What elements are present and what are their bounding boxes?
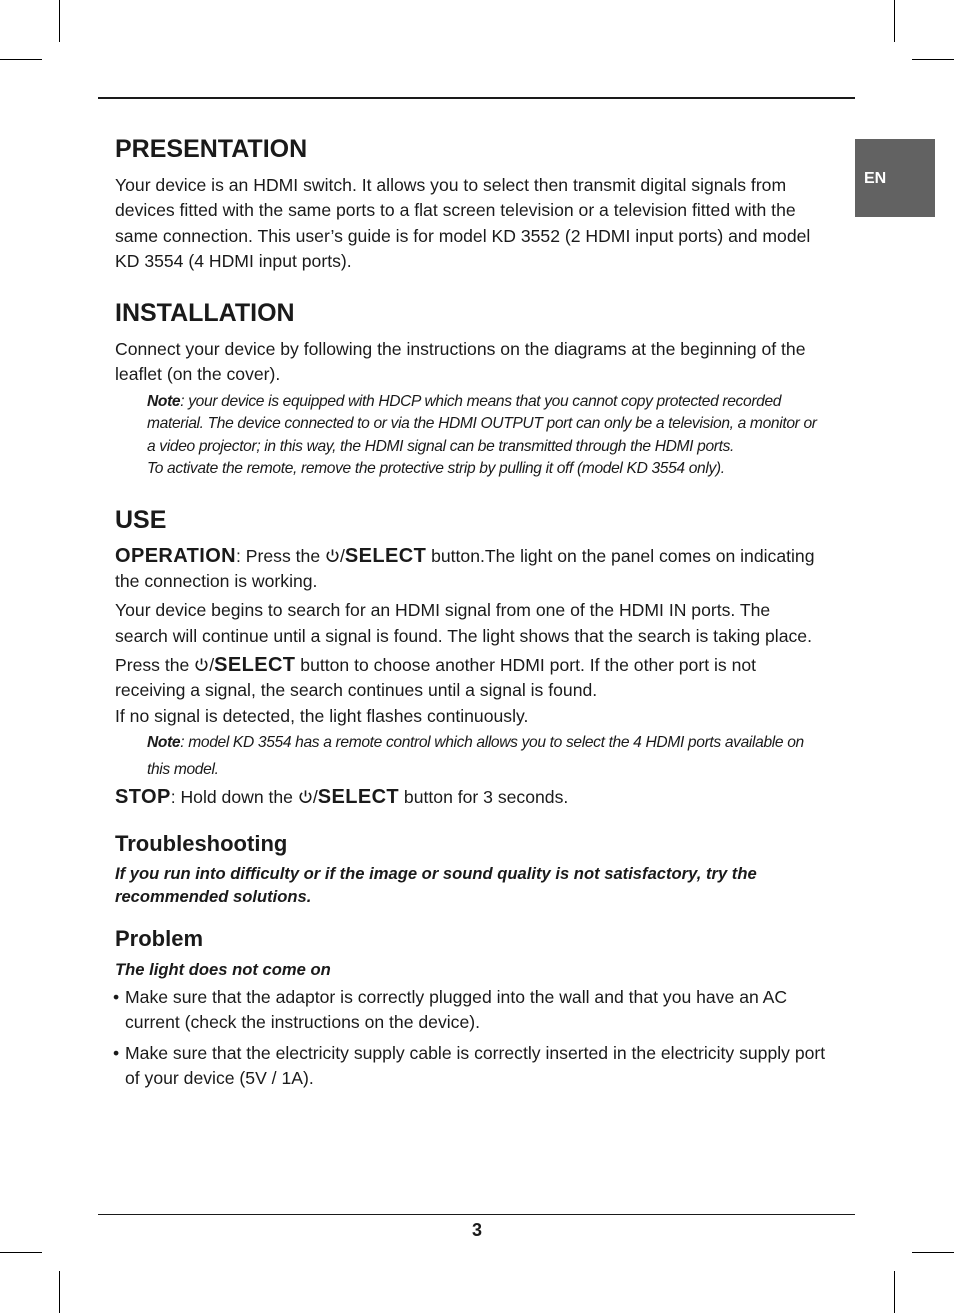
stop-paragraph <box>115 785 827 810</box>
operation-paragraph <box>115 544 827 595</box>
power-icon <box>325 548 340 563</box>
problem-subtitle: The light does not come on <box>115 960 331 980</box>
troubleshooting-heading: Troubleshooting <box>115 831 288 857</box>
page-number: 3 <box>471 1220 482 1240</box>
problem-heading: Problem <box>115 926 204 952</box>
use-heading: USE <box>115 505 167 534</box>
troubleshooting-intro: If you run into difficulty or if the image or sound quality is not satisfactory, try the recommended solutions. <box>115 864 757 907</box>
list-item: • Make sure that the electricity supply cable is correctly inserted in the electricity supply port of your device (5V / 1A). <box>115 1041 827 1092</box>
language-tab <box>855 139 935 217</box>
power-icon <box>298 789 313 804</box>
crop-mark <box>912 1252 954 1253</box>
search-paragraph: Your device begins to search for an HDMI signal from one of the HDMI IN ports. The search will continue until a signal is found. The light shows that the search is taking place. <box>115 600 812 646</box>
press-paragraph <box>115 653 827 729</box>
bottom-rule <box>98 1214 855 1215</box>
power-icon <box>194 657 209 672</box>
list-item: • Make sure that the adaptor is correctly plugged into the wall and that you have an AC current (check the instructions on the device). <box>115 985 827 1036</box>
note-text-remote: To activate the remote, remove the protective strip by pulling it off (model KD 3554 only). <box>147 460 725 478</box>
crop-mark <box>0 59 42 60</box>
installation-heading: INSTALLATION <box>115 299 295 328</box>
crop-mark <box>59 1271 60 1313</box>
stop-label: STOP <box>115 785 171 808</box>
note-label: Note <box>147 392 181 410</box>
crop-mark <box>894 1271 895 1313</box>
stop-text-post: button for 3 seconds. <box>399 786 569 807</box>
select-label: SELECT <box>214 653 296 676</box>
operation-label: OPERATION <box>115 544 237 567</box>
operation-text-pre: : Press the <box>236 545 325 566</box>
no-signal-text: If no signal is detected, the light flashes continuously. <box>115 705 529 726</box>
note-label: Note <box>147 733 181 751</box>
top-rule <box>98 97 855 99</box>
press-text-post: button to choose another HDMI port. If the other port is not receiving a signal, the search continues until a signal is found. <box>115 654 757 701</box>
note-text: : your device is equipped with HDCP which means that you cannot copy protected recorded material. The device connected to or via the HDMI OUTPUT port can only be a television, a monitor or a video projector; in this way, the HDMI signal can be transmitted through the HDMI ports. <box>147 392 817 455</box>
page-content <box>115 132 827 1091</box>
language-tab-label: EN <box>864 170 887 187</box>
slash: / <box>340 545 345 566</box>
installation-note <box>147 391 827 481</box>
note-text: : model KD 3554 has a remote control which allows you to select the 4 HDMI ports available on this model. <box>147 733 804 778</box>
press-text-pre: Press the <box>115 654 195 675</box>
slash: / <box>209 654 215 675</box>
select-label: SELECT <box>344 544 427 567</box>
slash: / <box>312 786 318 807</box>
crop-mark <box>0 1252 42 1253</box>
installation-body: Connect your device by following the instructions on the diagrams at the beginning of the leaflet (on the cover). <box>115 339 806 385</box>
problem-solutions <box>115 985 827 1091</box>
crop-mark <box>894 0 895 42</box>
presentation-heading: PRESENTATION <box>115 135 308 163</box>
stop-text-pre: : Hold down the <box>170 786 298 807</box>
operation-text-post: button.The light on the panel comes on indicating the connection is working. <box>115 545 815 592</box>
crop-mark <box>59 0 60 42</box>
crop-mark <box>912 59 954 60</box>
use-note <box>147 729 827 783</box>
select-label: SELECT <box>317 785 400 808</box>
presentation-body: Your device is an HDMI switch. It allows you to select then transmit digital signals from devices fitted with the same ports to a flat screen television or a television fitted with the same connection. This user’s guide is for model KD 3552 (2 HDMI input ports) and model KD 3554 (4 HDMI input ports). <box>115 175 811 271</box>
